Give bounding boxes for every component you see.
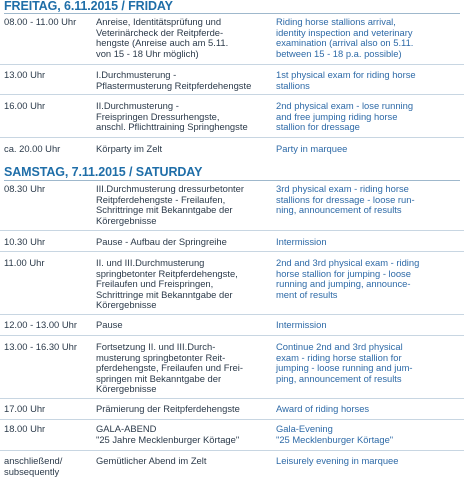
row-time: 12.00 - 13.00 Uhr: [4, 319, 77, 330]
row-english: Leisurely evening in marquee: [276, 455, 399, 466]
row-separator: [0, 419, 464, 420]
row-time: 16.00 Uhr: [4, 100, 46, 111]
row-english: Intermission: [276, 319, 327, 330]
row-time: 13.00 - 16.30 Uhr: [4, 341, 77, 352]
row-german: GALA-ABEND "25 Jahre Mecklenburger Körtage": [96, 423, 240, 445]
row-german: III.Durchmusterung dressurbetonter Reitpferdehengste - Freilaufen, Schrittringe mit Bekanntgabe der Körergebnisse: [96, 183, 244, 226]
row-german: Körparty im Zelt: [96, 143, 163, 154]
row-time: 11.00 Uhr: [4, 257, 45, 268]
row-german: Pause: [96, 319, 123, 330]
row-english: 1st physical exam for riding horse stallions: [276, 69, 416, 91]
row-separator: [0, 450, 464, 451]
row-english: Intermission: [276, 236, 327, 247]
row-english: Gala-Evening "25 Mecklenburger Körtage": [276, 423, 394, 445]
row-separator: [0, 251, 464, 252]
saturday-title-rule: [4, 180, 460, 181]
row-separator: [0, 64, 464, 65]
row-english: Award of riding horses: [276, 403, 370, 414]
row-time: 17.00 Uhr: [4, 403, 46, 414]
row-time: 13.00 Uhr: [4, 69, 46, 80]
row-german: Fortsetzung II. und III.Durch- musterung springbetonter Reit- pferdehengste, Freilaufen und Frei- springen mit Bekanntgabe der Körergebnisse: [96, 341, 243, 395]
row-time: 08.30 Uhr: [4, 183, 46, 194]
friday-title: FREITAG, 6.11.2015 / FRIDAY: [4, 0, 173, 13]
row-english: 2nd and 3rd physical exam - riding horse stallion for jumping - loose running and jumping, announce- ment of results: [276, 257, 420, 300]
row-english: 2nd physical exam - lose running and free jumping riding horse stallion for dressage: [276, 100, 414, 133]
row-german: Pause - Aufbau der Springreihe: [96, 236, 227, 247]
row-separator: [0, 230, 464, 231]
row-german: Anreise, Identitätsprüfung und Veterinärcheck der Reitpferde- hengste (Anreise auch am 5.11. von 15 - 18 Uhr möglich): [96, 16, 229, 59]
row-separator: [0, 314, 464, 315]
row-separator: [0, 94, 464, 95]
row-time: 10.30 Uhr: [4, 236, 46, 247]
friday-title-rule: [4, 13, 460, 14]
row-separator: [0, 335, 464, 336]
row-time: 18.00 Uhr: [4, 423, 46, 434]
row-german: Prämierung der Reitpferdehengste: [96, 403, 240, 414]
row-separator: [0, 398, 464, 399]
row-separator: [0, 137, 464, 138]
row-english: 3rd physical exam - riding horse stallions for dressage - loose run- ning, announcement of results: [276, 183, 415, 216]
row-german: Gemütlicher Abend im Zelt: [96, 455, 207, 466]
row-english: Continue 2nd and 3rd physical exam - riding horse stallion for jumping - loose running and jum- ping, announcement of results: [276, 341, 413, 384]
row-german: II. und III.Durchmusterung springbetonter Reitpferdehengste, Freilaufen und Freispringen, Schrittringe mit Bekanntgabe der Körergebnisse: [96, 257, 238, 311]
saturday-title: SAMSTAG, 7.11.2015 / SATURDAY: [4, 165, 203, 179]
row-time: anschließend/ subsequently: [4, 455, 63, 477]
row-german: II.Durchmusterung - Freispringen Dressurhengste, anschl. Pflichttraining Springhengste: [96, 100, 248, 133]
row-time: ca. 20.00 Uhr: [4, 143, 61, 154]
row-english: Party in marquee: [276, 143, 348, 154]
row-time: 08.00 - 11.00 Uhr: [4, 16, 77, 27]
row-english: Riding horse stallions arrival, identity inspection and veterinary examination (arrival also on 5.11. between 15 - 18 p.a. possible): [276, 16, 414, 59]
row-german: I.Durchmusterung - Pflastermusterung Reitpferdehengste: [96, 69, 252, 91]
